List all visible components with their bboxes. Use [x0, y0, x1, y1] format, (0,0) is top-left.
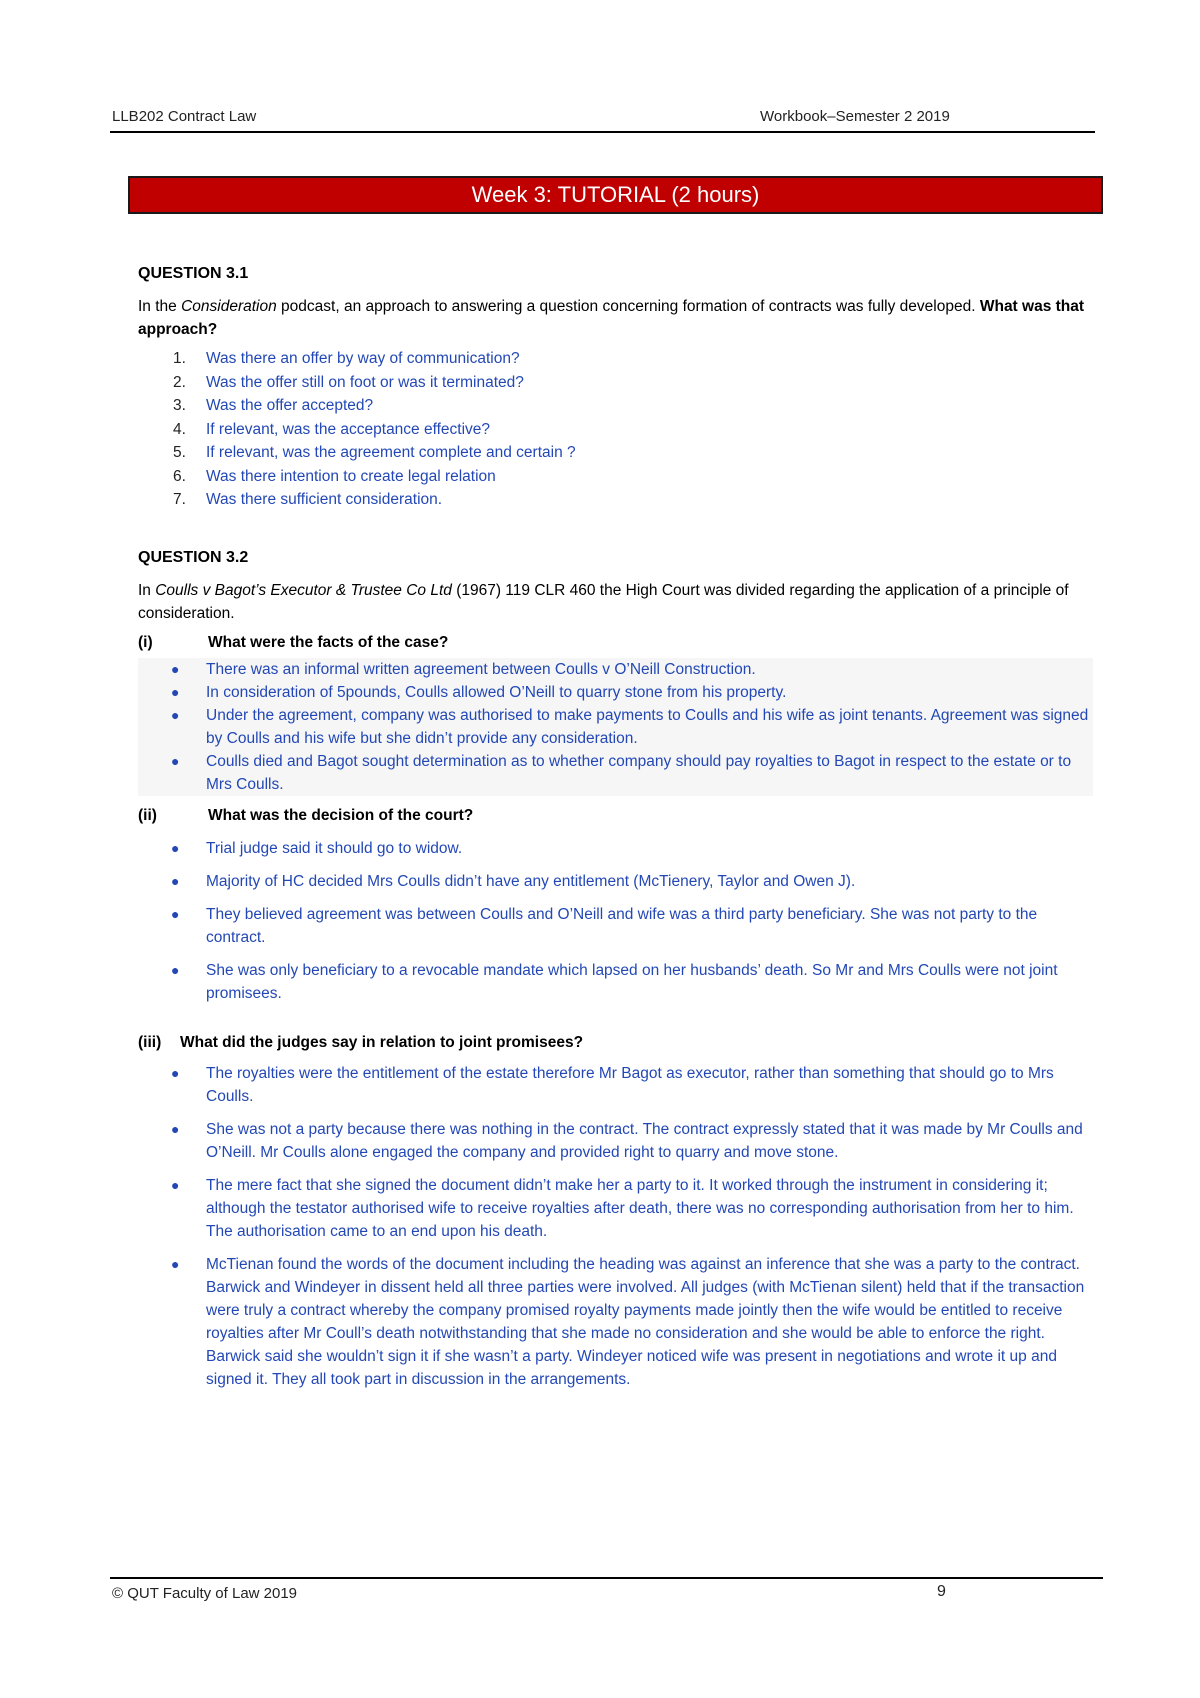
- list-text: Was the offer still on foot or was it terminated?: [206, 373, 524, 391]
- bullet-icon: ●: [171, 905, 180, 922]
- bullet-icon: ●: [171, 1064, 180, 1081]
- header-rule: [110, 131, 1095, 133]
- list-text: The mere fact that she signed the document didn’t make her a party to it. It worked through the instrument in considering it; although the testator authorised wife to receive royalties after death, there was no corresponding authorisation from her to him. The authorisation came to an end upon his death.: [206, 1176, 1074, 1240]
- list-item: [138, 371, 1088, 395]
- header-course: LLB202 Contract Law: [112, 108, 257, 125]
- part-label: (i): [138, 633, 153, 651]
- question-3-2-heading: QUESTION 3.2: [138, 548, 249, 566]
- question-3-2-intro: [138, 579, 1088, 625]
- bullet-icon: ●: [171, 872, 180, 889]
- bullet-icon: ●: [171, 706, 180, 723]
- facts-list: [138, 658, 1093, 796]
- bullet-icon: ●: [171, 961, 180, 978]
- header-workbook: Workbook–Semester 2 2019: [760, 108, 950, 125]
- footer-rule: [110, 1577, 1103, 1579]
- list-text: The royalties were the entitlement of the estate therefore Mr Bagot as executor, rather than something that should go to Mrs Coulls.: [206, 1064, 1054, 1105]
- list-number: 1.: [173, 350, 186, 367]
- bullet-icon: ●: [171, 683, 180, 700]
- list-item: [138, 1062, 1088, 1108]
- question-prompt: What was that approach?: [138, 298, 1085, 338]
- bullet-icon: ●: [171, 1120, 180, 1137]
- approach-list: [138, 347, 1088, 512]
- list-item: [138, 870, 1088, 893]
- banner-title: Week 3: TUTORIAL (2 hours): [471, 182, 760, 207]
- list-text: In consideration of 5pounds, Coulls allowed O’Neill to quarry stone from his property.: [206, 683, 787, 701]
- page-content: [138, 262, 1088, 1401]
- list-text: If relevant, was the acceptance effective?: [206, 420, 491, 438]
- list-number: 2.: [173, 373, 186, 391]
- bullet-icon: ●: [171, 660, 180, 677]
- page-number: 9: [937, 1583, 946, 1600]
- list-item: [138, 1174, 1088, 1243]
- intro-text: In: [138, 581, 156, 599]
- part-question: What was the decision of the court?: [208, 806, 474, 824]
- part-iii-heading: [138, 1031, 1088, 1054]
- decision-list: [138, 837, 1088, 1005]
- week-banner: [128, 176, 1103, 214]
- list-number: 7.: [173, 491, 186, 508]
- list-item: [138, 658, 1093, 681]
- list-text: Trial judge said it should go to widow.: [206, 839, 463, 857]
- list-item: [138, 959, 1088, 1005]
- list-text: Under the agreement, company was authorised to make payments to Coulls and his wife as joint tenants. Agreement was signed by Coulls and his wife but she didn’t provide any consideration.: [206, 706, 1089, 747]
- list-item: [138, 681, 1093, 704]
- list-text: Was there intention to create legal relation: [206, 467, 496, 485]
- list-item: [138, 465, 1088, 489]
- list-number: 6.: [173, 467, 186, 485]
- list-item: [138, 837, 1088, 860]
- part-label: (ii): [138, 806, 157, 824]
- list-item: [138, 394, 1088, 418]
- joint-promisees-list: [138, 1062, 1088, 1391]
- list-number: 4.: [173, 420, 186, 438]
- list-text: They believed agreement was between Coulls and O’Neill and wife was a third party beneficiary. She was not party to the contract.: [206, 905, 1038, 946]
- list-item: [138, 1118, 1088, 1164]
- intro-text: podcast, an approach to answering a question concerning formation of contracts was fully developed.: [276, 298, 980, 315]
- list-text: Majority of HC decided Mrs Coulls didn’t have any entitlement (McTienery, Taylor and Owen J).: [206, 872, 856, 890]
- list-text: Was the offer accepted?: [206, 397, 374, 414]
- part-ii-heading: [138, 804, 1088, 827]
- intro-text: (1967) 119 CLR 460 the High Court was divided regarding the application of a principle of consideration.: [138, 581, 1069, 622]
- part-label: (iii): [138, 1033, 162, 1051]
- footer-copyright: © QUT Faculty of Law 2019: [112, 1585, 298, 1602]
- list-text: Was there sufficient consideration.: [206, 491, 443, 508]
- list-text: If relevant, was the agreement complete and certain ?: [206, 444, 576, 461]
- list-item: [138, 488, 1088, 512]
- list-item: [138, 347, 1088, 371]
- list-item: [138, 750, 1093, 796]
- list-item: [138, 418, 1088, 442]
- part-question: What did the judges say in relation to joint promisees?: [180, 1033, 584, 1051]
- part-question: What were the facts of the case?: [208, 633, 449, 651]
- bullet-icon: ●: [171, 752, 180, 769]
- bullet-icon: ●: [171, 1176, 180, 1193]
- part-i-heading: [138, 631, 1088, 654]
- list-number: 3.: [173, 397, 186, 414]
- list-item: [138, 1253, 1088, 1391]
- list-number: 5.: [173, 444, 186, 461]
- list-text: She was not a party because there was nothing in the contract. The contract expressly stated that it was made by Mr Coulls and O’Neill. Mr Coulls alone engaged the company and provided right to quarry and move stone.: [206, 1120, 1083, 1161]
- bullet-icon: ●: [171, 839, 180, 856]
- list-item: [138, 441, 1088, 465]
- bullet-icon: ●: [171, 1255, 180, 1272]
- list-text: There was an informal written agreement between Coulls v O’Neill Construction.: [206, 660, 756, 678]
- list-text: McTienan found the words of the document including the heading was against an inference that she was a party to the contract. Barwick and Windeyer in dissent held all three parties were involved. All judges (with McTienan silent) held that if the transaction were truly a contract whereby the company promised royalty payments made jointly then the wife would be entitled to receive royalties after Mr Coull’s death notwithstanding that she made no consideration and she would be able to enforce the right. Barwick said she wouldn’t sign it if she wasn’t a party. Windeyer noticed wife was present in negotiations and wrote it up and signed it. They all took part in discussion in the arrangements.: [206, 1255, 1085, 1388]
- question-3-1-intro: [138, 295, 1088, 341]
- case-name: Coulls v Bagot’s Executor & Trustee Co Ltd: [155, 581, 452, 599]
- list-text: Coulls died and Bagot sought determination as to whether company should pay royalties to Bagot in respect to the estate or to Mrs Coulls.: [206, 752, 1072, 793]
- intro-text: In the: [138, 298, 182, 315]
- list-item: [138, 903, 1088, 949]
- list-item: [138, 704, 1093, 750]
- list-text: Was there an offer by way of communication?: [206, 350, 520, 367]
- podcast-title: Consideration: [181, 298, 277, 315]
- list-text: She was only beneficiary to a revocable mandate which lapsed on her husbands’ death. So Mr and Mrs Coulls were not joint promisees.: [206, 961, 1058, 1002]
- question-3-1-heading: QUESTION 3.1: [138, 265, 249, 282]
